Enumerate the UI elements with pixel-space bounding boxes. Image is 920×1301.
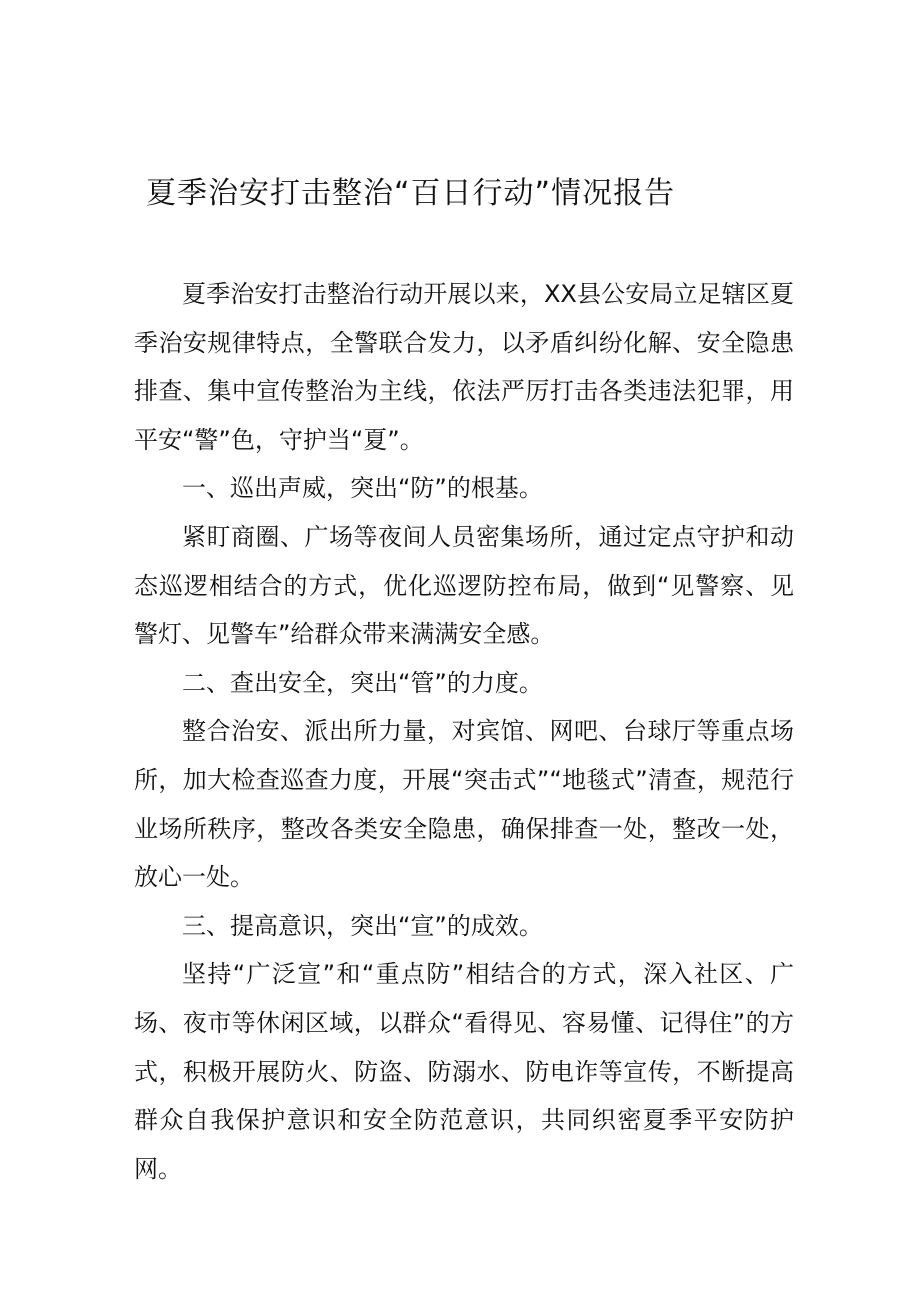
section-paragraph-3: 坚持“广泛宣”和“重点防”相结合的方式，深入社区、广场、夜市等休闲区域，以群众“看得见、容易懂、记得住”的方式，积极开展防火、防盗、防溺水、防电诈等宣传，不断提高群众自我保护意识和安全防范意识，共同织密夏季平安防护网。 xyxy=(134,960,794,1183)
document-title: 夏季治安打击整治“百日行动”情况报告 xyxy=(146,176,676,211)
section-heading-1: 一、巡出声威，突出“防”的根基。 xyxy=(182,474,543,503)
section-paragraph-1: 紧盯商圈、广场等夜间人员密集场所，通过定点守护和动态巡逻相结合的方式，优化巡逻防控布局，做到“见警察、见警灯、见警车”给群众带来满满安全感。 xyxy=(134,522,794,649)
section-heading-2: 二、查出安全，突出“管”的力度。 xyxy=(182,668,543,697)
intro-paragraph: 夏季治安打击整治行动开展以来，XX县公安局立足辖区夏季治安规律特点，全警联合发力，以矛盾纠纷化解、安全隐患排查、集中宣传整治为主线，依法严厉打击各类违法犯罪，用平安“警”色，守护当“夏”。 xyxy=(134,280,794,454)
document-body xyxy=(134,270,794,1193)
section-paragraph-2: 整合治安、派出所力量，对宾馆、网吧、台球厅等重点场所，加大检查巡查力度，开展“突击式”“地毯式”清查，规范行业场所秩序，整改各类安全隐患，确保排查一处，整改一处，放心一处。 xyxy=(134,717,794,892)
section-heading-3: 三、提高意识，突出“宣”的成效。 xyxy=(182,911,543,940)
